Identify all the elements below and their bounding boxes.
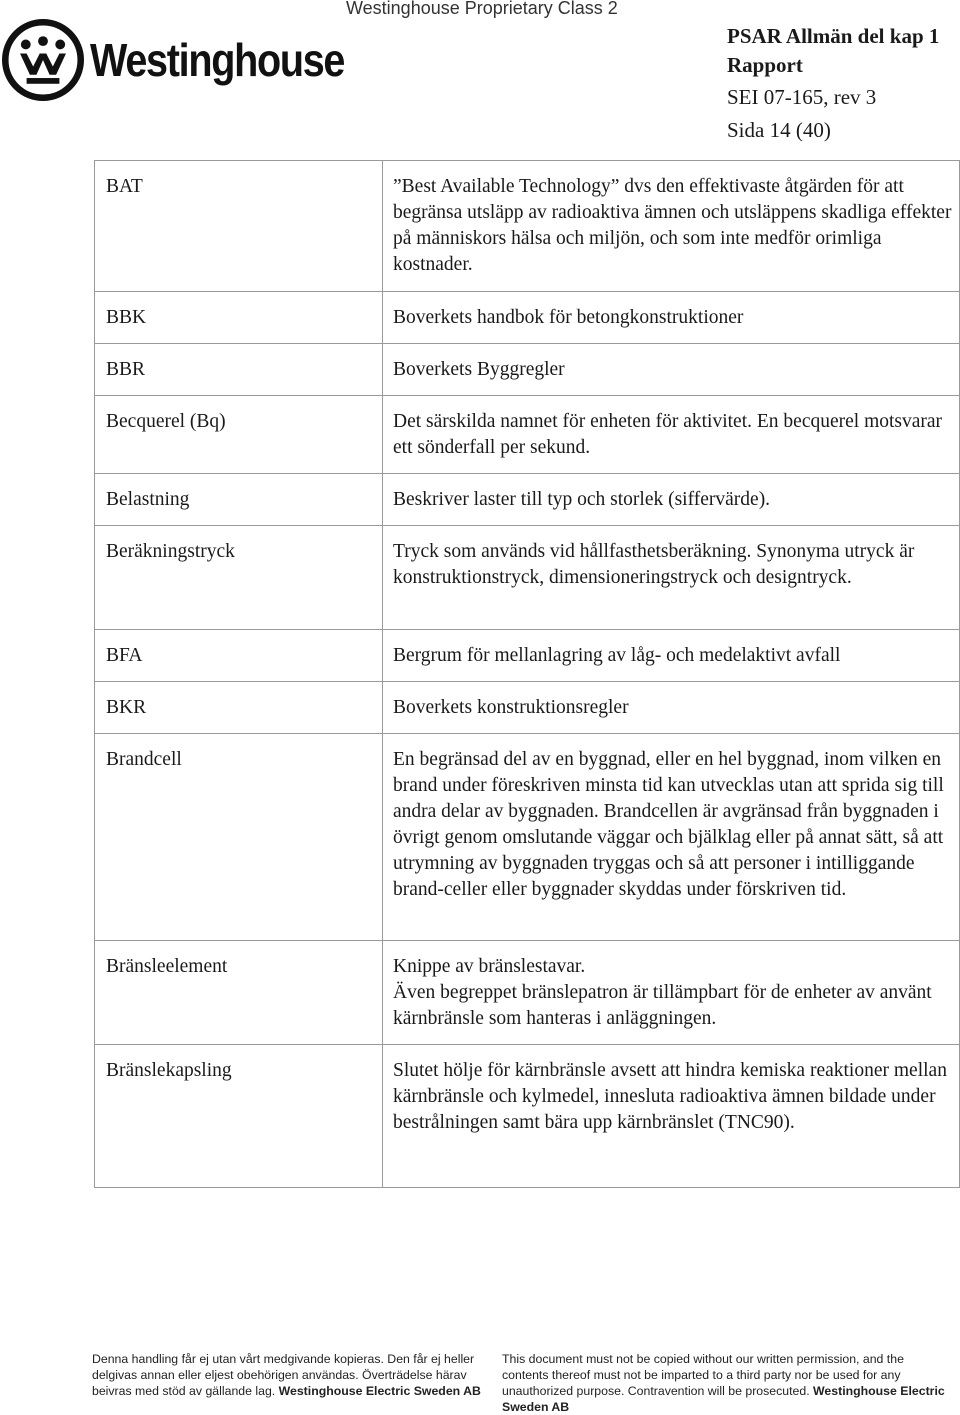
- document-header: [727, 22, 939, 145]
- term-cell: Beräkningstryck: [106, 541, 235, 562]
- footer-swedish-company: Westinghouse Electric Sweden AB: [278, 1384, 481, 1398]
- definition-cell: Bergrum för mellanlagring av låg- och medelaktivt avfall: [393, 645, 841, 666]
- table-row: [95, 344, 960, 396]
- footer-english-text: This document must not be copied without our written permission, and the contents thereof must not be imparted to a third party nor be used for any unauthorized purpose. Contravention will be prosecuted.: [502, 1352, 904, 1398]
- definition-line: Knippe av bränslestavar.: [393, 956, 586, 977]
- logo-wordmark: Westinghouse: [90, 34, 345, 86]
- glossary-table: [94, 160, 960, 1188]
- document-title: PSAR Allmän del kap 1: [727, 24, 940, 48]
- footer-english-company: Westinghouse Electric Sweden AB: [502, 1384, 945, 1414]
- table-row: [95, 292, 960, 344]
- term-cell: BAT: [106, 176, 143, 197]
- definition-cell: Boverkets konstruktionsregler: [393, 697, 629, 718]
- term-cell: BKR: [106, 697, 147, 718]
- table-row: [95, 734, 960, 941]
- footer-english: [502, 1351, 952, 1415]
- footer-swedish-text: Denna handling får ej utan vårt medgivande kopieras. Den får ej heller delgivas annan eller eljest obehörigen användas. Överträdelse härav beivras med stöd av gällande lag.: [92, 1352, 475, 1398]
- term-cell: BBK: [106, 307, 147, 328]
- definition-cell: Det särskilda namnet för enheten för aktivitet. En becquerel motsvarar ett sönderfall per sekund.: [393, 411, 943, 458]
- term-cell: BFA: [106, 645, 143, 666]
- definition-cell: Slutet hölje för kärnbränsle avsett att hindra kemiska reaktioner mellan kärnbränsle och kylmedel, innesluta radioaktiva ämnen bildade under bestrålningen samt bära upp kärnbränslet (TNC90).: [393, 1060, 947, 1133]
- table-row: [95, 396, 960, 474]
- definition-cell: [393, 941, 953, 1042]
- term-cell: Belastning: [106, 489, 190, 510]
- document-id: SEI 07-165, rev 3: [727, 85, 877, 109]
- term-cell: BBR: [106, 359, 146, 380]
- table-row: [95, 682, 960, 734]
- definition-cell: Boverkets Byggregler: [393, 359, 565, 380]
- page-number: Sida 14 (40): [727, 118, 831, 142]
- table-row: [95, 526, 960, 630]
- definition-cell: ”Best Available Technology” dvs den effektivaste åtgärden för att begränsa utsläpp av radioaktiva ämnen och utsläppens skadliga effekter på människors hälsa och miljön, och som inte medför orimliga kostnader.: [393, 176, 952, 275]
- footer-swedish: [92, 1351, 492, 1399]
- table-row: [95, 1045, 960, 1188]
- definition-cell: Boverkets handbok för betongkonstruktioner: [393, 307, 744, 328]
- table-row: [95, 161, 960, 292]
- definition-cell: En begränsad del av en byggnad, eller en hel byggnad, inom vilken en brand under föreskriven minsta tid kan utvecklas utan att sprida sig till andra delar av byggnaden. Brandcellen är avgränsad från byggnaden i övrigt genom omslutande väggar och bjälklag eller på annat sätt, så att utrymning av byggnaden tryggas och så att personer i intilliggande brand-celler eller byggnader skyddas under förskriven tid.: [393, 749, 944, 900]
- westinghouse-logo: [2, 14, 386, 106]
- definition-cell: Beskriver laster till typ och storlek (siffervärde).: [393, 489, 771, 510]
- document-type: Rapport: [727, 53, 803, 77]
- classification-label: Westinghouse Proprietary Class 2: [346, 0, 618, 18]
- table-row: [95, 630, 960, 682]
- definition-line: Även begreppet bränslepatron är tillämpbart för de enheter av använt kärnbränsle som hanteras i anläggningen.: [393, 982, 932, 1029]
- term-cell: Becquerel (Bq): [106, 411, 226, 432]
- table-row: [95, 474, 960, 526]
- term-cell: Brandcell: [106, 749, 182, 770]
- term-cell: Bränslekapsling: [106, 1060, 232, 1081]
- table-row: [95, 941, 960, 1045]
- definition-cell: Tryck som används vid hållfasthetsberäkning. Synonyma utryck är konstruktionstryck, dimensioneringstryck och designtryck.: [393, 541, 915, 588]
- westinghouse-circle-w-icon: [2, 19, 84, 101]
- term-cell: Bränsleelement: [106, 956, 228, 977]
